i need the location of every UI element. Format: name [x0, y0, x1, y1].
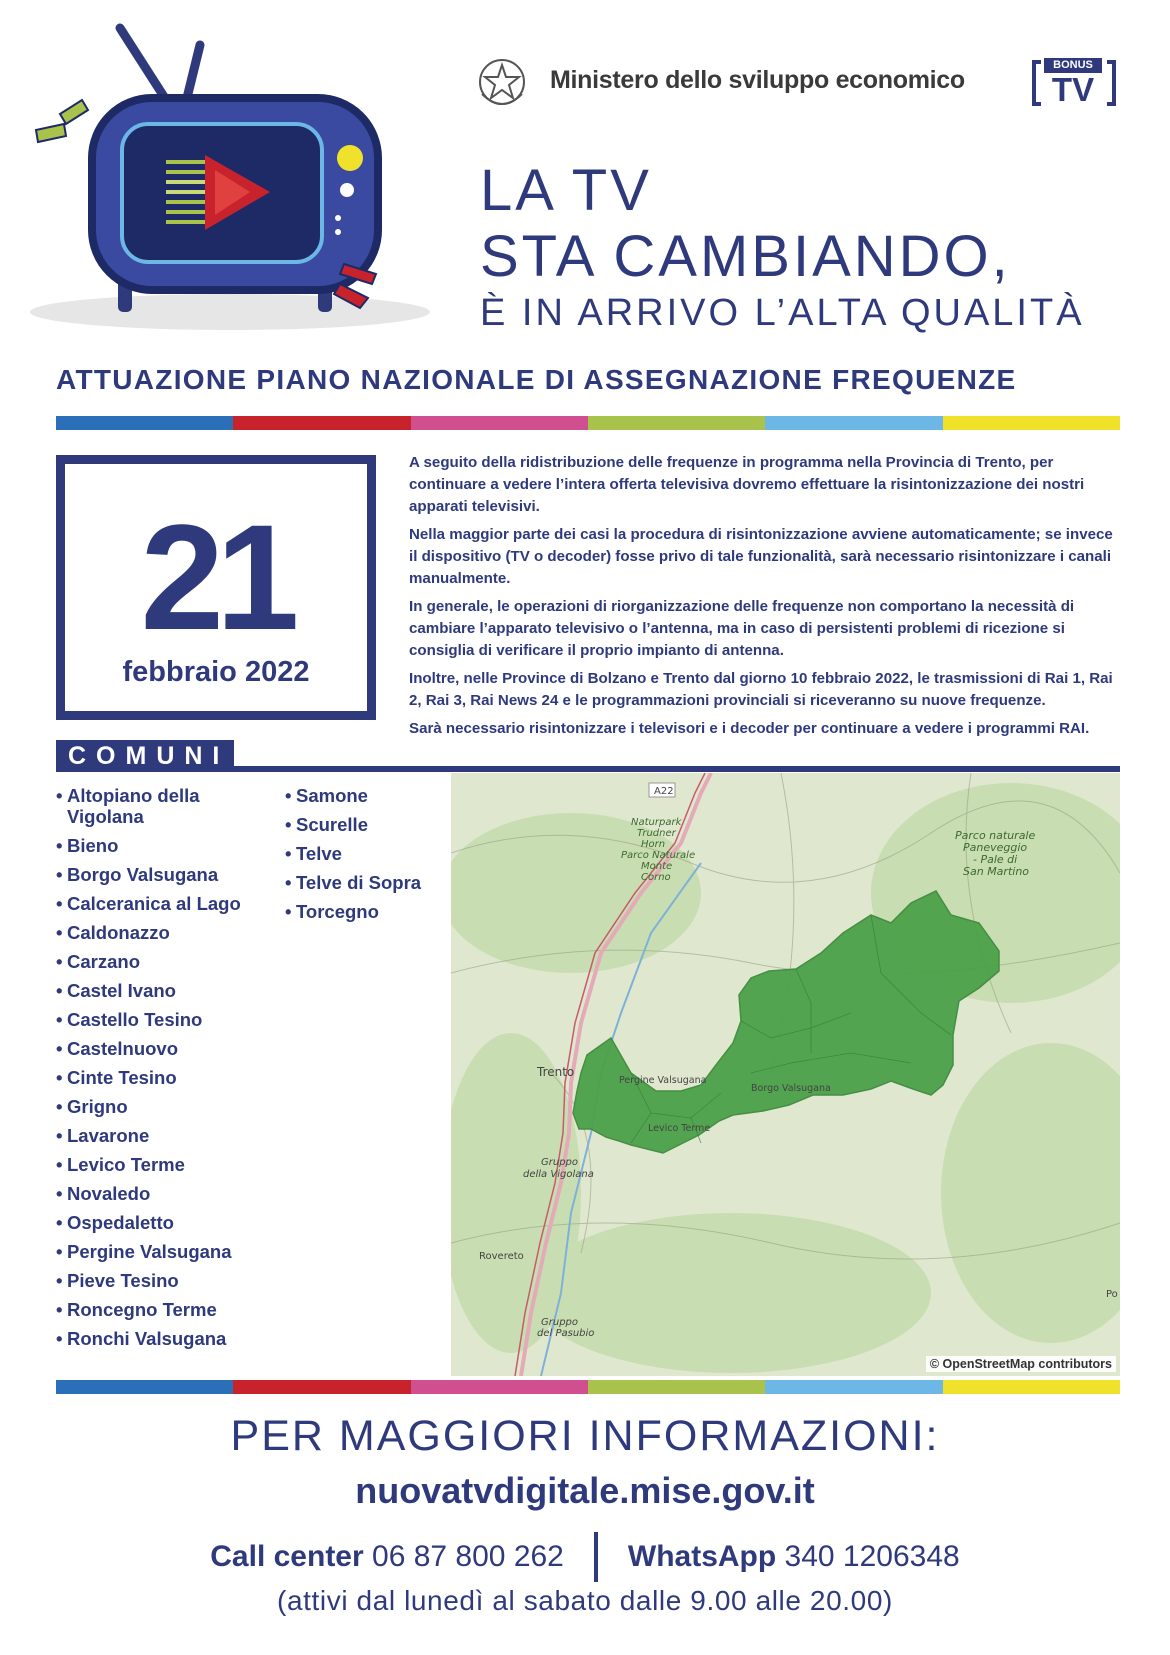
map-label-edge: Po: [1106, 1289, 1118, 1300]
color-strip-bottom: [56, 1380, 1120, 1394]
comuni-list-column-2: [285, 785, 445, 930]
comune-list-item: • Telve: [285, 843, 445, 864]
strip-segment: [943, 1380, 1120, 1394]
comune-list-item: • Ospedaletto: [56, 1212, 271, 1233]
map-label-trento: Trento: [537, 1065, 575, 1079]
strip-segment: [765, 1380, 942, 1394]
map-label-park-east-2: Paneveggio: [963, 841, 1028, 854]
comuni-title: COMUNI: [56, 740, 234, 772]
paragraph: Nella maggior parte dei casi la procedura di risintonizzazione avviene automaticamente; se invece il dispositivo (TV o decoder) fosse privo di tale funzionalità, sarà necessario risintonizzare i canali manualmente.: [409, 526, 1113, 587]
whatsapp-number[interactable]: 340 1206348: [784, 1540, 960, 1573]
map-label-levico: Levico Terme: [648, 1123, 711, 1134]
map-credit: © OpenStreetMap contributors: [926, 1356, 1116, 1372]
comune-list-item: • Samone: [285, 785, 445, 806]
map-label-park-east-3: - Pale di: [973, 853, 1018, 866]
map-label-pasubio-1: Gruppo: [541, 1317, 579, 1328]
map-label-vigolana-1: Gruppo: [541, 1157, 579, 1168]
map-label-borgo: Borgo Valsugana: [751, 1083, 831, 1094]
strip-segment: [411, 416, 588, 430]
comune-list-item: • Scurelle: [285, 814, 445, 835]
comune-list-item: • Torcegno: [285, 901, 445, 922]
whatsapp: [628, 1540, 960, 1574]
comune-list-item: • Borgo Valsugana: [56, 864, 271, 885]
italian-emblem-icon: [476, 56, 528, 112]
map-label-rovereto: Rovereto: [479, 1251, 524, 1262]
map-graphic: [451, 773, 1120, 1376]
strip-segment: [588, 416, 765, 430]
strip-segment: [56, 1380, 233, 1394]
headline-line-3: È IN ARRIVO L’ALTA QUALITÀ: [480, 292, 1085, 334]
ministry-name: Ministero dello sviluppo economico: [550, 66, 965, 94]
bonus-tv-logo: [1032, 54, 1120, 112]
comune-list-item: • Roncegno Terme: [56, 1299, 271, 1320]
strip-segment: [588, 1380, 765, 1394]
map-label-park-north-4: Parco Naturale: [621, 850, 696, 861]
date-day: 21: [140, 493, 292, 661]
comune-list-item: • Altopiano della Vigolana: [56, 785, 271, 827]
strip-segment: [943, 416, 1120, 430]
contact-divider: [594, 1532, 598, 1582]
comune-list-item: • Levico Terme: [56, 1154, 271, 1175]
tv-illustration: [20, 20, 440, 340]
comune-list-item: • Grigno: [56, 1096, 271, 1117]
map-label-park-north-6: Corno: [641, 872, 671, 883]
comuni-list-column-1: [56, 785, 271, 1357]
bonus-logo-main-text: TV: [1051, 71, 1095, 108]
map-label-pasubio-2: del Pasubio: [537, 1328, 595, 1339]
comune-list-item: • Novaledo: [56, 1183, 271, 1204]
date-box: [56, 455, 376, 720]
map-label-vigolana-2: della Vigolana: [523, 1169, 594, 1180]
area-map: [451, 773, 1120, 1376]
comune-list-item: • Carzano: [56, 951, 271, 972]
map-label-park-north-1: Naturpark: [631, 817, 682, 828]
headline-line-1: LA TV: [480, 158, 652, 223]
comune-list-item: • Castelnuovo: [56, 1038, 271, 1059]
call-center-label: Call center: [210, 1540, 364, 1573]
comune-list-item: • Cinte Tesino: [56, 1067, 271, 1088]
comune-list-item: • Telve di Sopra: [285, 872, 445, 893]
comune-list-item: • Caldonazzo: [56, 922, 271, 943]
comune-list-item: • Ronchi Valsugana: [56, 1328, 271, 1349]
map-label-park-east-4: San Martino: [963, 865, 1030, 878]
comune-list-item: • Pieve Tesino: [56, 1270, 271, 1291]
color-strip-top: [56, 416, 1120, 430]
map-label-pergine: Pergine Valsugana: [619, 1075, 707, 1086]
comune-list-item: • Pergine Valsugana: [56, 1241, 271, 1262]
strip-segment: [56, 416, 233, 430]
map-label-park-north-5: Monte: [641, 861, 673, 872]
paragraph: A seguito della ridistribuzione delle frequenze in programma nella Provincia di Trento, per continuare a vedere l’intera offerta televisiva dovremo effettuare la risintonizzazione dei nostri apparati televisivi.: [409, 454, 1085, 515]
paragraph: Sarà necessario risintonizzare i televisori e i decoder per continuare a vedere i programmi RAI.: [409, 720, 1090, 737]
map-label-road: A22: [654, 786, 674, 797]
website-link[interactable]: nuovatvdigitale.mise.gov.it: [355, 1470, 815, 1511]
subheading: ATTUAZIONE PIANO NAZIONALE DI ASSEGNAZIONE FREQUENZE: [56, 364, 1017, 395]
headline-line-2: STA CAMBIANDO,: [480, 224, 1011, 289]
comune-list-item: • Castello Tesino: [56, 1009, 271, 1030]
map-label-park-east-1: Parco naturale: [955, 829, 1036, 842]
comune-list-item: • Lavarone: [56, 1125, 271, 1146]
map-label-park-north-2: Trudner: [637, 828, 676, 839]
map-label-park-north-3: Horn: [641, 839, 666, 850]
call-center-number[interactable]: 06 87 800 262: [372, 1540, 564, 1573]
date-month-year: febbraio 2022: [122, 656, 310, 688]
call-center: [210, 1540, 564, 1574]
strip-segment: [233, 1380, 410, 1394]
strip-segment: [233, 416, 410, 430]
info-heading: PER MAGGIORI INFORMAZIONI:: [230, 1412, 940, 1460]
strip-segment: [411, 1380, 588, 1394]
bonus-logo-top-text: BONUS: [1044, 58, 1102, 73]
comune-list-item: • Castel Ivano: [56, 980, 271, 1001]
strip-segment: [765, 416, 942, 430]
paragraph: In generale, le operazioni di riorganizzazione delle frequenze non comportano la necessità di cambiare l’apparato televisivo o l’antenna, ma in caso di persistenti problemi di ricezione si consiglia di verificare il proprio impianto di antenna.: [409, 598, 1075, 659]
comune-list-item: • Calceranica al Lago: [56, 893, 271, 914]
whatsapp-label: WhatsApp: [627, 1540, 777, 1573]
comune-list-item: • Bieno: [56, 835, 271, 856]
service-hours: (attivi dal lunedì al sabato dalle 9.00 alle 20.00): [277, 1585, 893, 1616]
paragraph: Inoltre, nelle Province di Bolzano e Trento dal giorno 10 febbraio 2022, le trasmissioni di Rai 1, Rai 2, Rai 3, Rai News 24 e le programmazioni provinciali si riceveranno su nuove frequenze.: [409, 670, 1113, 709]
info-paragraphs: [409, 452, 1121, 746]
contacts-row: [0, 1532, 1170, 1582]
